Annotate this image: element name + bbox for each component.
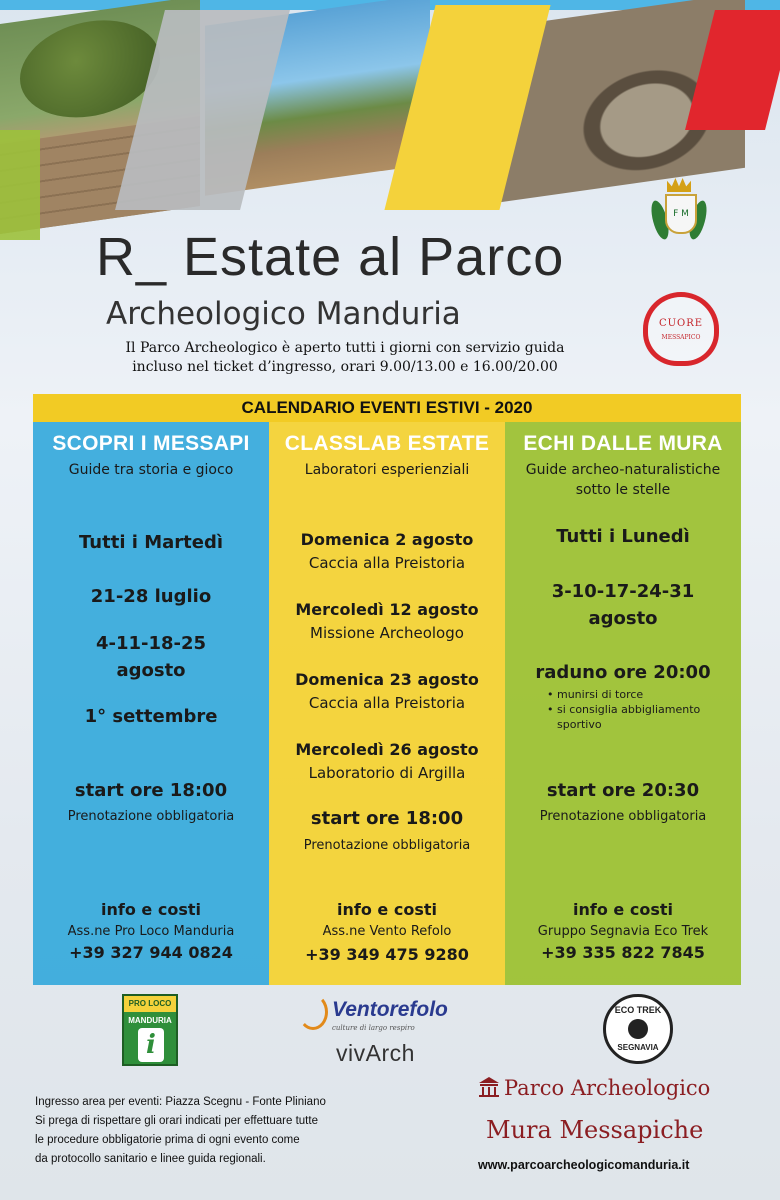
info-label: info e costi [573,900,673,919]
eco-trek-segnavia-logo [603,994,673,1064]
column-scopri-i-messapi [33,422,269,985]
proloco-logo-top: PRO LOCO [124,996,176,1012]
dates-month: agosto [588,608,658,629]
organizer: Gruppo Segnavia Eco Trek [537,924,709,939]
column-title: SCOPRI I MESSAPI [52,432,250,455]
website-link[interactable]: www.parcoarcheologicomanduria.it [478,1158,690,1172]
organizer: Ass.ne Vento Refolo [322,924,452,939]
dates-july: 21-28 luglio [90,586,212,607]
cuore-logo-line1: CUORE [658,318,704,329]
dates-days: 3-10-17-24-31 [551,581,695,602]
event-name: Laboratorio di Argilla [308,764,466,782]
event-day: Domenica 2 agosto [300,530,474,549]
city-emblem-icon: F M [651,178,707,252]
info-label: info e costi [101,900,201,919]
boot-icon [628,1019,648,1039]
ecotrek-bottom-text: SEGNAVIA [617,1043,659,1052]
info-icon: i [138,1028,164,1062]
note-item: • munirsi di torce [547,688,644,701]
footnote-line: da protocollo sanitario e linee guida regionali. [35,1153,266,1165]
intro-text: Il Parco Archeologico è aperto tutti i giorni con servizio guida incluso nel ticket d’ingresso, orari 9.00/13.00 e 16.00/20.00 [125,340,565,375]
schedule-day: Tutti i Lunedì [556,526,690,547]
column-subtitle-line1: Guide archeo-naturalistiche [525,462,721,478]
phone-number[interactable]: +39 327 944 0824 [69,943,233,962]
parco-line2: Mura Messapiche [486,1116,704,1144]
dates-august-days: 4-11-18-25 [95,633,207,654]
entry-notes [35,1093,395,1169]
page-title: R_ Estate al Parco [96,227,565,287]
event-day: Mercoledì 26 agosto [295,740,479,759]
note-item: • si consiglia abbigliamento sportivo [547,703,701,731]
dates-september: 1° settembre [84,706,218,727]
start-time: start ore 18:00 [310,808,464,829]
pro-loco-manduria-logo [122,994,178,1066]
page-subtitle: Archeologico Manduria [106,296,461,332]
column-echi-dalle-mura [505,422,741,985]
calendar-header: CALENDARIO EVENTI ESTIVI - 2020 [33,394,741,422]
booking-note: Prenotazione obbligatoria [539,809,707,824]
meeting-time: raduno ore 20:00 [535,662,711,683]
event-name: Missione Archeologo [310,624,464,642]
dates-august-month: agosto [116,660,186,681]
cuore-messapico-logo [643,292,719,366]
info-label: info e costi [337,900,437,919]
column-classlab-estate [269,422,505,985]
phone-number[interactable]: +39 335 822 7845 [541,943,705,962]
ventorefolo-tagline: culture di largo respiro [332,1024,415,1032]
footnote-line: le procedure obbligatorie prima di ogni evento come [35,1134,300,1146]
vivarch-logo: vivArch [336,1040,415,1066]
proloco-logo-mid: MANDURIA [128,1016,172,1025]
column-subtitle: Laboratori esperienziali [304,462,470,478]
booking-note: Prenotazione obbligatoria [67,809,235,824]
footnote-line: Ingresso area per eventi: Piazza Scegnu - Fonte Pliniano [35,1096,326,1108]
footnote-line: Si prega di rispettare gli orari indicati per effettuare tutte [35,1115,318,1127]
ecotrek-top-text: ECO TREK [614,1005,662,1015]
event-name: Caccia alla Preistoria [308,694,466,712]
column-subtitle-line2: sotto le stelle [575,482,671,498]
column-subtitle: Guide tra storia e gioco [68,462,234,478]
start-time: start ore 20:30 [546,780,700,801]
event-day: Mercoledì 12 agosto [295,600,479,619]
temple-icon [478,1076,500,1098]
column-title: CLASSLAB ESTATE [284,432,490,455]
booking-note: Prenotazione obbligatoria [303,838,471,853]
cuore-logo-line2: MESSAPICO [661,334,701,341]
event-day: Domenica 23 agosto [295,670,479,689]
ventorefolo-logo [298,994,478,1034]
organizer: Ass.ne Pro Loco Manduria [67,924,235,939]
meeting-notes [547,687,727,732]
phone-number[interactable]: +39 349 475 9280 [305,945,469,964]
wind-swirl-icon [298,994,328,1030]
green-band [0,130,40,240]
ventorefolo-name: Ventorefolo [332,998,448,1021]
schedule-day: Tutti i Martedì [79,532,223,553]
start-time: start ore 18:00 [74,780,228,801]
event-name: Caccia alla Preistoria [308,554,466,572]
parco-line1: Parco Archeologico [504,1076,711,1100]
column-title: ECHI DALLE MURA [523,432,723,455]
